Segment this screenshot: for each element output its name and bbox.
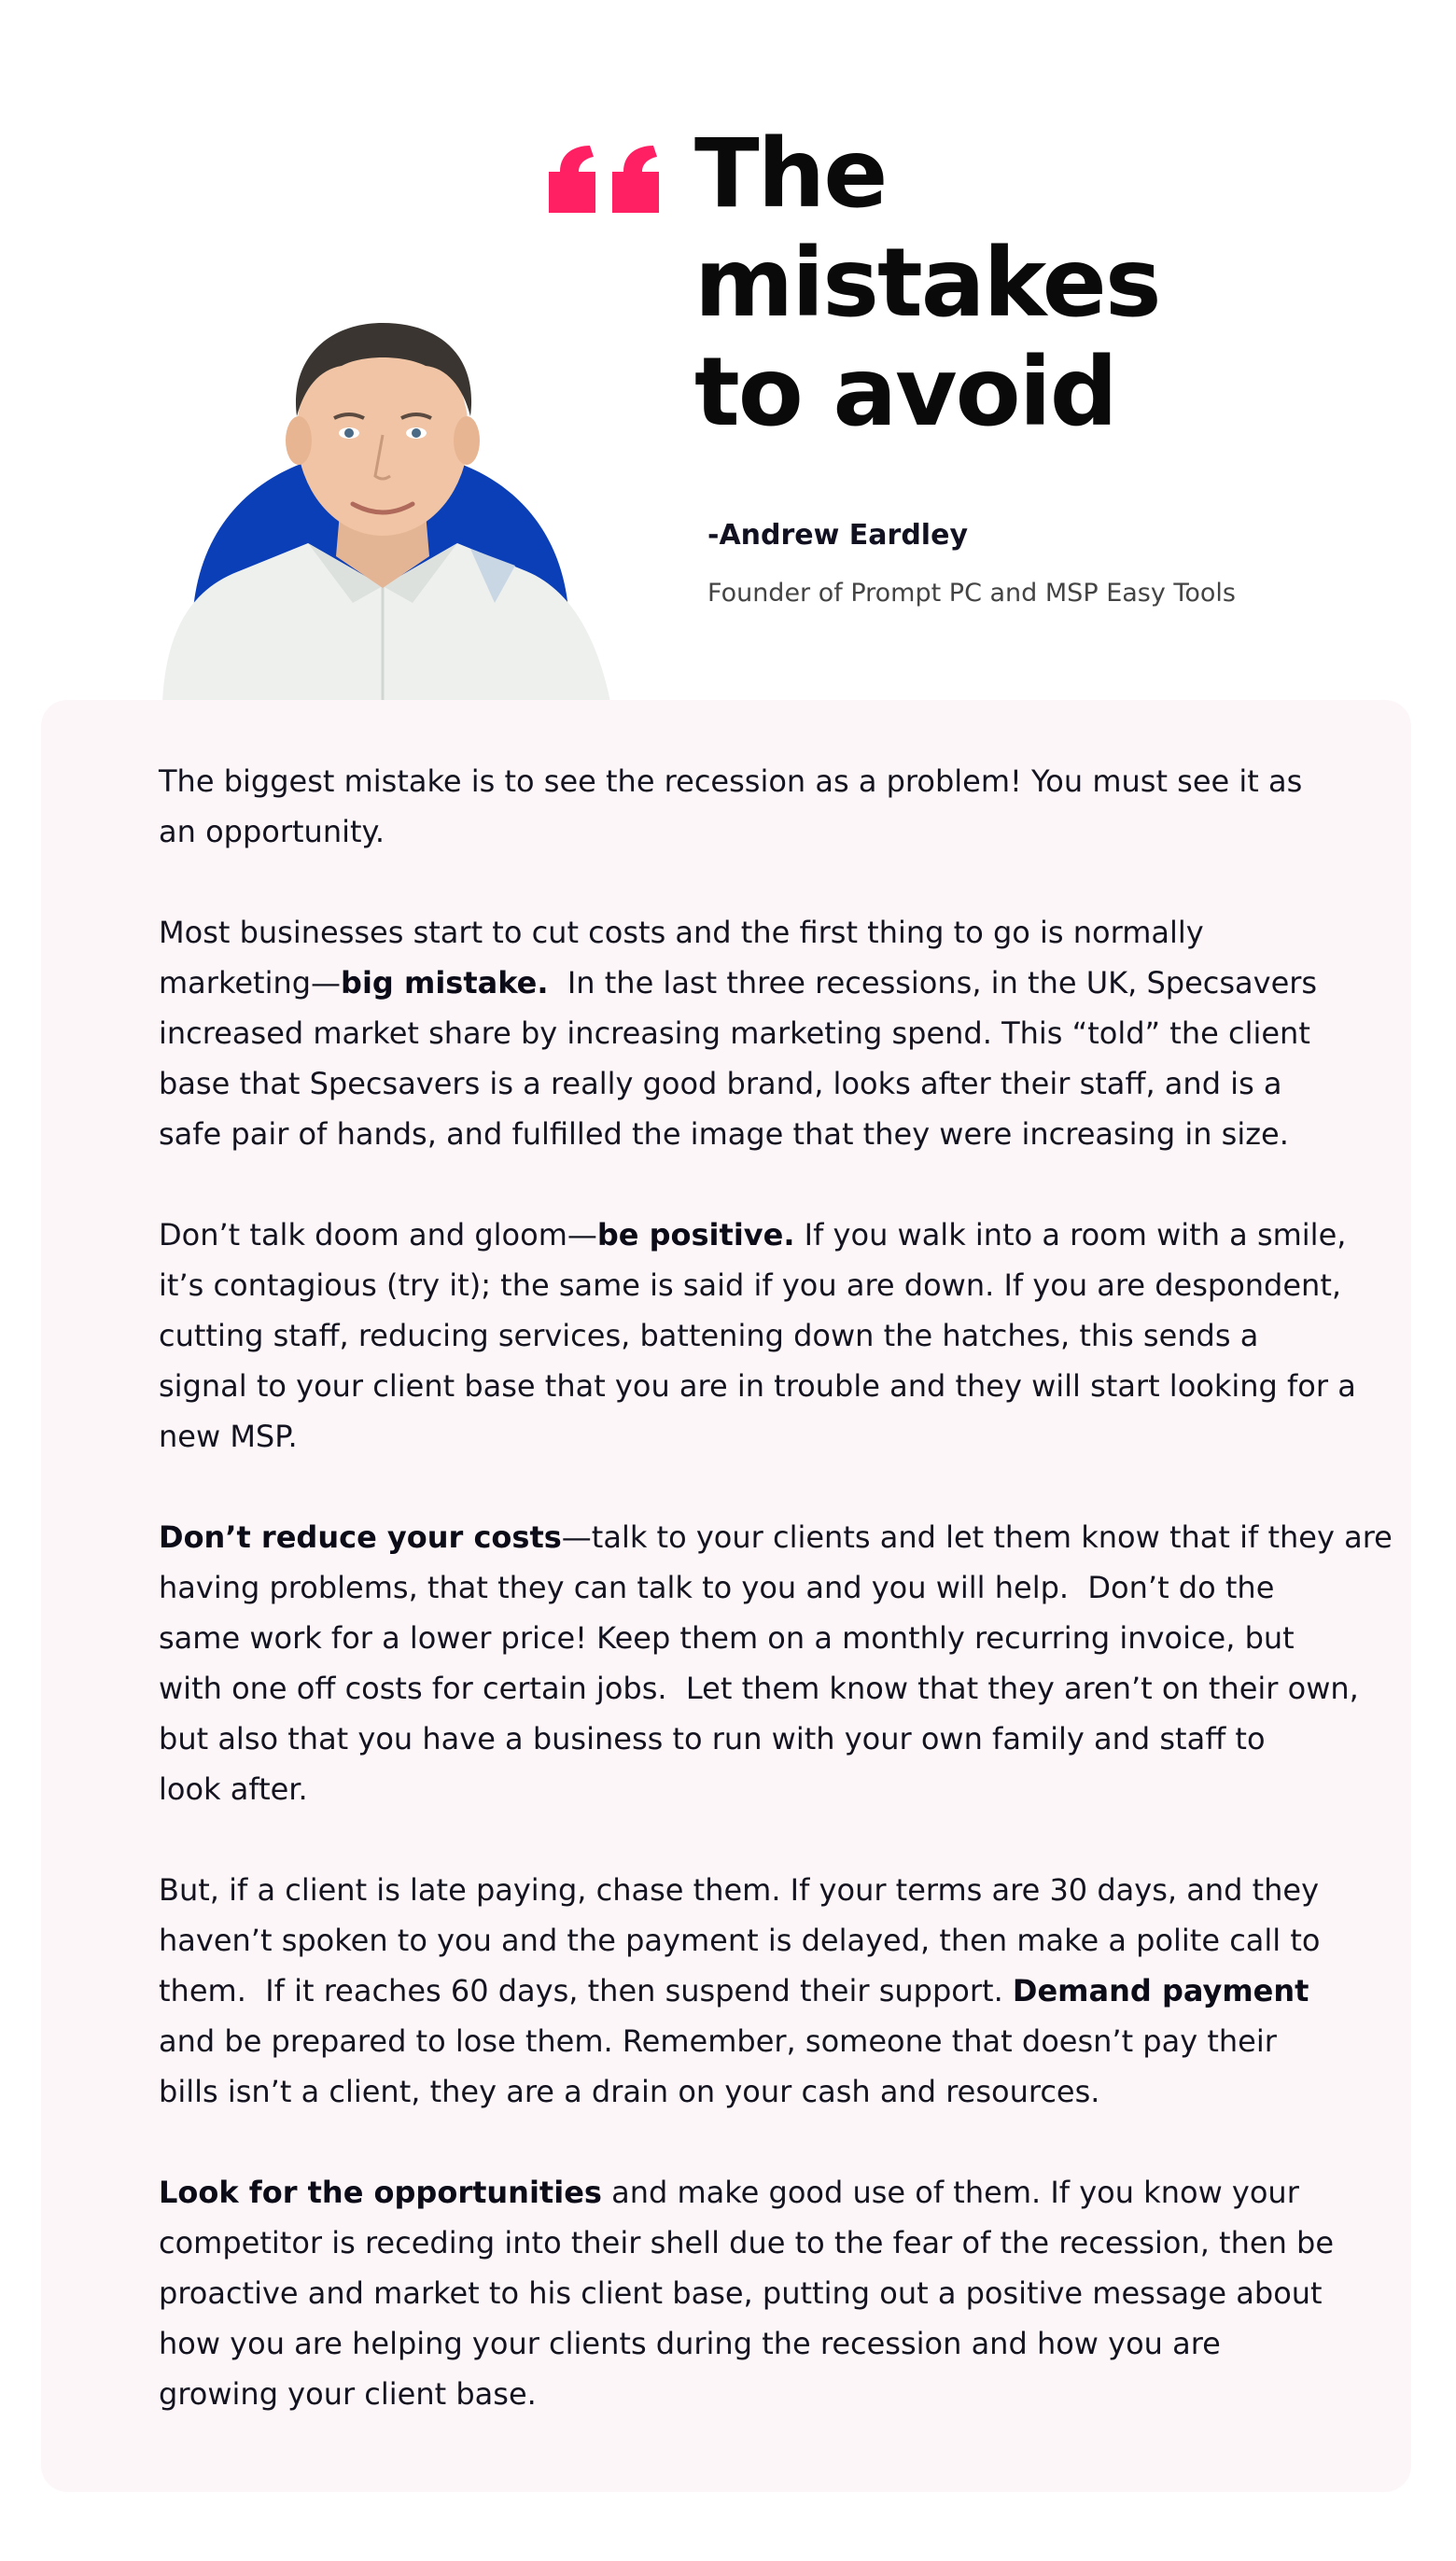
paragraph-line: same work for a lower price! Keep them on a monthly recurring invoice, but bbox=[159, 1620, 1295, 1656]
paragraph-line: The biggest mistake is to see the recession as a problem! You must see it as bbox=[159, 763, 1303, 799]
paragraph-line: haven’t spoken to you and the payment is delayed, then make a polite call to bbox=[159, 1923, 1321, 1958]
paragraph-line: how you are helping your clients during the recession and how you are bbox=[159, 2326, 1221, 2361]
author-portrait bbox=[149, 276, 635, 702]
paragraph-line bbox=[159, 958, 1372, 1008]
headline-line-1: The bbox=[694, 119, 887, 230]
paragraph-1 bbox=[159, 756, 1372, 857]
paragraph-line: base that Specsavers is a really good brand, looks after their staff, and is a bbox=[159, 1066, 1282, 1101]
text-run: them. If it reaches 60 days, then suspend their support. bbox=[159, 1973, 1013, 2008]
quote-mark-icon bbox=[547, 142, 659, 213]
paragraph-line: having problems, that they can talk to you and you will help. Don’t do the bbox=[159, 1570, 1275, 1605]
paragraph-4 bbox=[159, 1512, 1393, 1814]
paragraph-line: Most businesses start to cut costs and the first thing to go is normally bbox=[159, 915, 1204, 950]
emphasis-dont-reduce-costs: Don’t reduce your costs bbox=[159, 1519, 562, 1555]
paragraph-2 bbox=[159, 907, 1372, 1159]
author-name: -Andrew Eardley bbox=[707, 519, 968, 552]
paragraph-3 bbox=[159, 1210, 1372, 1462]
article-card bbox=[41, 700, 1411, 2492]
paragraph-line: new MSP. bbox=[159, 1419, 298, 1454]
paragraph-line bbox=[159, 1210, 1372, 1260]
paragraph-line: bills isn’t a client, they are a drain on your cash and resources. bbox=[159, 2074, 1100, 2109]
paragraph-line: it’s contagious (try it); the same is said if you are down. If you are despondent, bbox=[159, 1267, 1342, 1303]
emphasis-look-for-opportunities: Look for the opportunities bbox=[159, 2175, 602, 2210]
hero-header bbox=[0, 0, 1456, 702]
headline-line-2: mistakes bbox=[694, 228, 1160, 339]
paragraph-line bbox=[159, 2167, 1372, 2218]
paragraph-6 bbox=[159, 2167, 1372, 2419]
paragraph-line bbox=[159, 1512, 1393, 1562]
headline bbox=[694, 119, 1292, 447]
paragraph-line: and be prepared to lose them. Remember, someone that doesn’t pay their bbox=[159, 2023, 1277, 2059]
paragraph-line: cutting staff, reducing services, battening down the hatches, this sends a bbox=[159, 1318, 1259, 1353]
paragraph-line bbox=[159, 1966, 1372, 2016]
paragraph-line: increased market share by increasing marketing spend. This “told” the client bbox=[159, 1015, 1310, 1051]
text-run: —talk to your clients and let them know that if they are bbox=[561, 1519, 1393, 1555]
headline-line-3: to avoid bbox=[694, 337, 1116, 448]
paragraph-line: But, if a client is late paying, chase them. If your terms are 30 days, and they bbox=[159, 1872, 1320, 1908]
article-body bbox=[159, 756, 1393, 2470]
text-run: In the last three recessions, in the UK, Specsavers bbox=[548, 965, 1318, 1001]
paragraph-5 bbox=[159, 1865, 1372, 2117]
paragraph-line: safe pair of hands, and fulfilled the image that they were increasing in size. bbox=[159, 1116, 1289, 1152]
text-run: If you walk into a room with a smile, bbox=[794, 1217, 1347, 1253]
paragraph-line: with one off costs for certain jobs. Let them know that they aren’t on their own, bbox=[159, 1671, 1359, 1706]
paragraph-line: but also that you have a business to run with your own family and staff to bbox=[159, 1721, 1266, 1756]
text-run: and make good use of them. If you know your bbox=[601, 2175, 1299, 2210]
paragraph-line: competitor is receding into their shell due to the fear of the recession, then be bbox=[159, 2225, 1335, 2260]
text-run: Don’t talk doom and gloom— bbox=[159, 1217, 597, 1253]
paragraph-line: proactive and market to his client base, putting out a positive message about bbox=[159, 2275, 1323, 2311]
paragraph-line: an opportunity. bbox=[159, 814, 385, 849]
emphasis-demand-payment: Demand payment bbox=[1012, 1973, 1309, 2008]
paragraph-line: signal to your client base that you are in trouble and they will start looking for a bbox=[159, 1368, 1356, 1404]
emphasis-big-mistake: big mistake. bbox=[341, 965, 549, 1001]
paragraph-line: growing your client base. bbox=[159, 2376, 537, 2412]
author-role: Founder of Prompt PC and MSP Easy Tools bbox=[707, 579, 1236, 608]
text-run: marketing— bbox=[159, 965, 342, 1001]
emphasis-be-positive: be positive. bbox=[596, 1217, 795, 1253]
paragraph-line: look after. bbox=[159, 1771, 308, 1807]
